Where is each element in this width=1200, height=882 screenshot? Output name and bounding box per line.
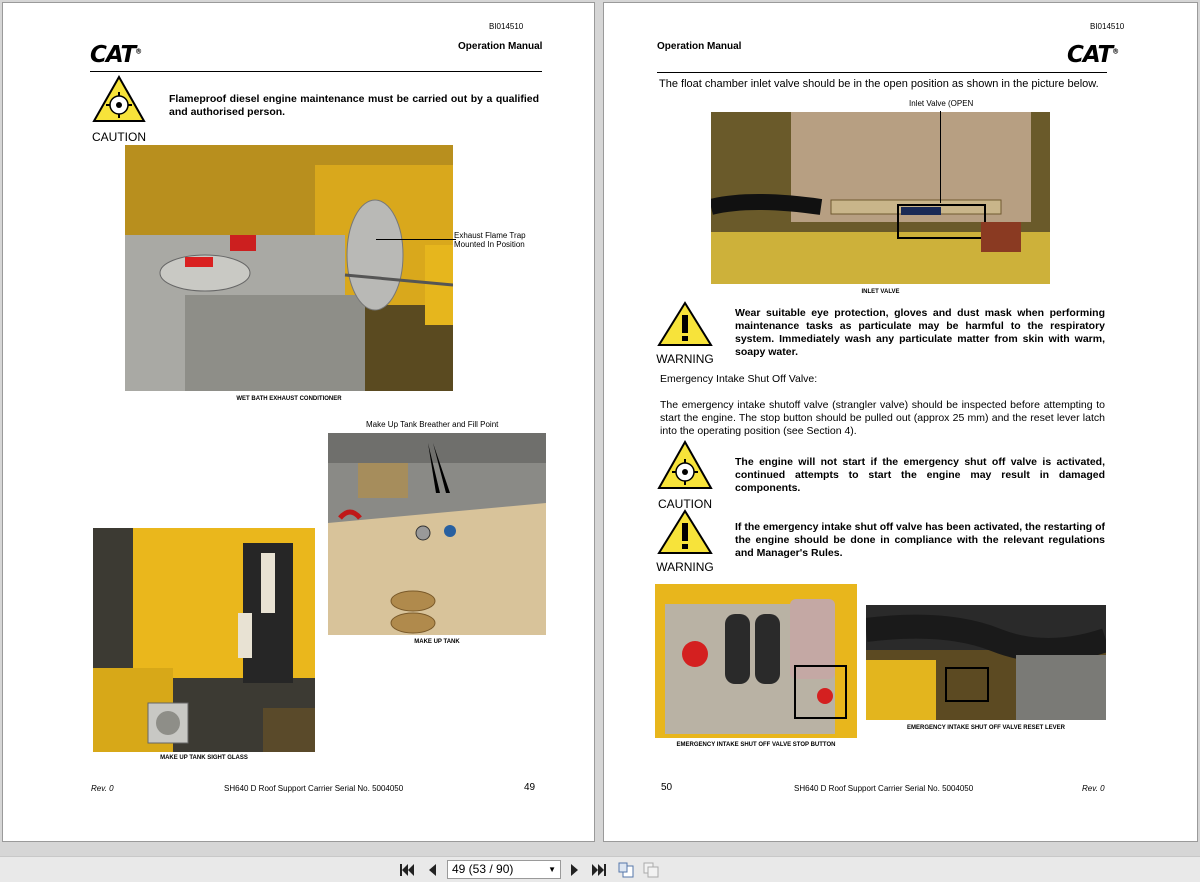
cat-logo: CAT® xyxy=(90,42,142,68)
page-left xyxy=(2,2,595,842)
reset-lever-photo xyxy=(866,605,1106,720)
annotation-line xyxy=(376,239,456,240)
chevron-down-icon: ▼ xyxy=(548,865,556,874)
exhaust-conditioner-photo xyxy=(125,145,453,391)
warning-triangle-icon xyxy=(656,301,714,347)
make-up-tank-photo xyxy=(328,433,546,635)
photo-caption: EMERGENCY INTAKE SHUT OFF VALVE STOP BUTTON xyxy=(676,742,836,748)
caution-word: CAUTION xyxy=(92,130,146,144)
photo-caption: EMERGENCY INTAKE SHUT OFF VALVE RESET LEVER xyxy=(907,725,1065,731)
first-page-icon[interactable] xyxy=(398,861,416,879)
photo-caption: MAKE UP TANK xyxy=(414,639,460,645)
caution-sign xyxy=(656,440,714,511)
cat-logo: CAT® xyxy=(1067,42,1119,68)
stop-button-photo xyxy=(655,584,857,738)
caution-word: CAUTION xyxy=(658,497,712,511)
header-rule xyxy=(657,72,1107,73)
page-number: 50 xyxy=(661,782,673,793)
caution-text: Flameproof diesel engine maintenance must be carried out by a qualified and authorised person. xyxy=(169,93,539,118)
footer-rev: Rev. 0 xyxy=(1082,784,1105,793)
caution-triangle-icon xyxy=(656,440,714,492)
header-rule xyxy=(90,71,542,72)
prev-page-icon[interactable] xyxy=(423,861,441,879)
page-selector[interactable] xyxy=(447,860,561,879)
breather-annotation: Make Up Tank Breather and Fill Point xyxy=(366,420,499,429)
warning2-text: If the emergency intake shut off valve has been activated, the restarting of the engine should be done in compliance with the relevant regulations and Manager's Rules. xyxy=(735,521,1105,559)
caution-triangle-icon xyxy=(91,75,147,125)
warning-triangle-icon xyxy=(656,509,714,555)
section-para: The emergency intake shutoff valve (strangler valve) should be inspected before attempting to start the engine. The stop button should be pulled out (approx 25 mm) and the reset lever latch into the operating position (see Section 4). xyxy=(660,399,1105,437)
page-number: 49 xyxy=(524,782,536,793)
intro-text: The float chamber inlet valve should be in the open position as shown in the picture below. xyxy=(659,78,1099,90)
doc-id: BI014510 xyxy=(489,22,524,31)
doc-id: BI014510 xyxy=(1090,22,1125,31)
annotation-line xyxy=(940,111,941,203)
footer-serial: SH640 D Roof Support Carrier Serial No. 5004050 xyxy=(794,784,974,793)
rotate-icon[interactable] xyxy=(617,861,635,879)
section-heading: Emergency Intake Shut Off Valve: xyxy=(660,373,818,385)
flame-trap-annotation: Exhaust Flame Trap Mounted In Position xyxy=(454,231,526,249)
photo-caption: INLET VALVE xyxy=(861,289,900,295)
warning-word: WARNING xyxy=(656,352,714,366)
manual-title: Operation Manual xyxy=(657,41,742,52)
page-indicator: 49 (53 / 90) xyxy=(452,862,514,876)
caution-text: The engine will not start if the emergency shut off valve is activated, continued attempts to start the engine may result in damaged components. xyxy=(735,456,1105,494)
footer-rev: Rev. 0 xyxy=(91,784,114,793)
navigation-toolbar xyxy=(0,856,1200,882)
last-page-icon[interactable] xyxy=(590,861,608,879)
warning1-text: Wear suitable eye protection, gloves and dust mask when performing maintenance tasks as particulate may be harmful to the respiratory system. Immediately wash any particulate matter from skin with warm, soapy water. xyxy=(735,307,1105,358)
footer-serial: SH640 D Roof Support Carrier Serial No. 5004050 xyxy=(224,784,404,793)
photo-caption: MAKE UP TANK SIGHT GLASS xyxy=(160,755,248,761)
next-page-icon[interactable] xyxy=(566,861,584,879)
inlet-valve-photo xyxy=(711,112,1050,284)
warning-word: WARNING xyxy=(656,560,714,574)
page-right xyxy=(603,2,1198,842)
photo-caption: WET BATH EXHAUST CONDITIONER xyxy=(236,396,342,402)
warning-sign xyxy=(656,301,714,366)
sight-glass-photo xyxy=(93,528,315,752)
manual-title: Operation Manual xyxy=(458,41,543,52)
caution-sign xyxy=(91,75,147,144)
fit-page-icon[interactable] xyxy=(642,861,660,879)
inlet-valve-annotation: Inlet Valve (OPEN xyxy=(909,99,974,108)
warning-sign xyxy=(656,509,714,574)
